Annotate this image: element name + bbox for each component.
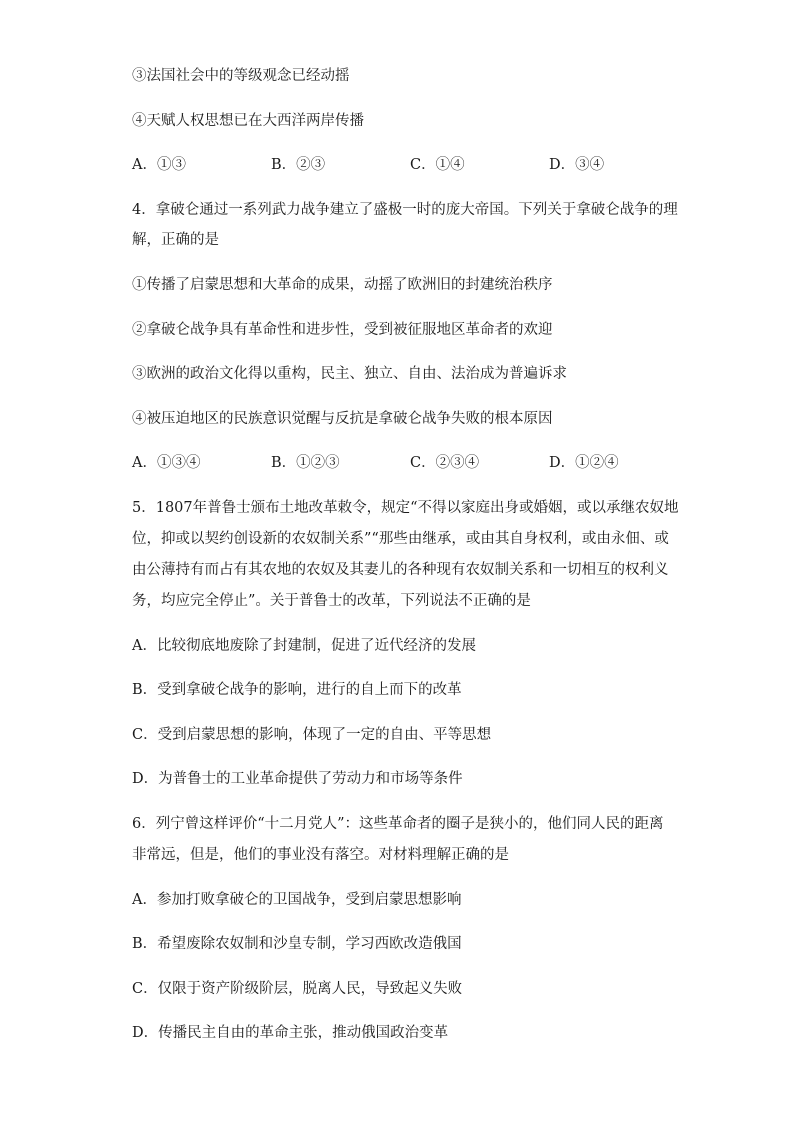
- q5-option-a: A．比较彻底地废除了封建制，促进了近代经济的发展: [132, 638, 476, 654]
- q6-option-b: B．希望废除农奴制和沙皇专制，学习西欧改造俄国: [132, 936, 462, 952]
- q5-stem-line-2: 位，抑或以契约创设新的农奴制关系”“那些由继承，或由其自身权利，或由永佃、或: [132, 531, 669, 547]
- q4-item-1: ①传播了启蒙思想和大革命的成果，动摇了欧洲旧的封建统治秩序: [132, 277, 553, 293]
- q4-option-d: D．①②④: [549, 455, 619, 471]
- q3-option-b: B．②③: [271, 157, 326, 173]
- q3-option-a: A．①③: [132, 157, 186, 173]
- q6-option-a: A．参加打败拿破仑的卫国战争，受到启蒙思想影响: [132, 892, 462, 908]
- q4-option-b: B．①②③: [271, 455, 340, 471]
- q4-options: [132, 453, 672, 473]
- q4-item-4: ④被压迫地区的民族意识觉醒与反抗是拿破仑战争失败的根本原因: [132, 411, 553, 427]
- q3-option-c: C．①④: [410, 157, 465, 173]
- q4-stem-line-2: 解，正确的是: [132, 232, 219, 248]
- q3-option-d: D．③④: [549, 157, 605, 173]
- q5-option-c: C．受到启蒙思想的影响，体现了一定的自由、平等思想: [132, 727, 492, 743]
- q5-stem-line-3: 由公薄持有而占有其农地的农奴及其妻儿的各种现有农奴制关系和一切相互的权利义: [132, 562, 669, 578]
- q6-stem-line-1: 6．列宁曾这样评价“十二月党人”：这些革命者的圈子是狭小的，他们同人民的距离: [132, 816, 664, 832]
- q4-option-c: C．②③④: [410, 455, 480, 471]
- q3-item-4: ④天赋人权思想已在大西洋两岸传播: [132, 113, 364, 129]
- q5-stem-line-4: 务，均应完全停止”。关于普鲁士的改革，下列说法不正确的是: [132, 593, 531, 609]
- q4-option-a: A．①③④: [132, 455, 201, 471]
- q6-option-d: D．传播民主自由的革命主张，推动俄国政治变革: [132, 1025, 449, 1041]
- q4-item-3: ③欧洲的政治文化得以重构，民主、独立、自由、法治成为普遍诉求: [132, 366, 567, 382]
- q6-stem-line-2: 非常远，但是，他们的事业没有落空。对材料理解正确的是: [132, 847, 509, 863]
- q6-option-c: C．仅限于资产阶级阶层，脱离人民，导致起义失败: [132, 981, 463, 997]
- q5-stem-line-1: 5．1807年普鲁士颁布土地改革敕令，规定“不得以家庭出身或婚姻，或以承继农奴地: [132, 500, 679, 516]
- q4-item-2: ②拿破仑战争具有革命性和进步性，受到被征服地区革命者的欢迎: [132, 322, 553, 338]
- q3-item-3: ③法国社会中的等级观念已经动摇: [132, 68, 350, 84]
- q3-options: [132, 155, 672, 175]
- q5-option-b: B．受到拿破仑战争的影响，进行的自上而下的改革: [132, 682, 462, 698]
- q4-stem-line-1: 4．拿破仑通过一系列武力战争建立了盛极一时的庞大帝国。下列关于拿破仑战争的理: [132, 202, 678, 218]
- q5-option-d: D．为普鲁士的工业革命提供了劳动力和市场等条件: [132, 771, 463, 787]
